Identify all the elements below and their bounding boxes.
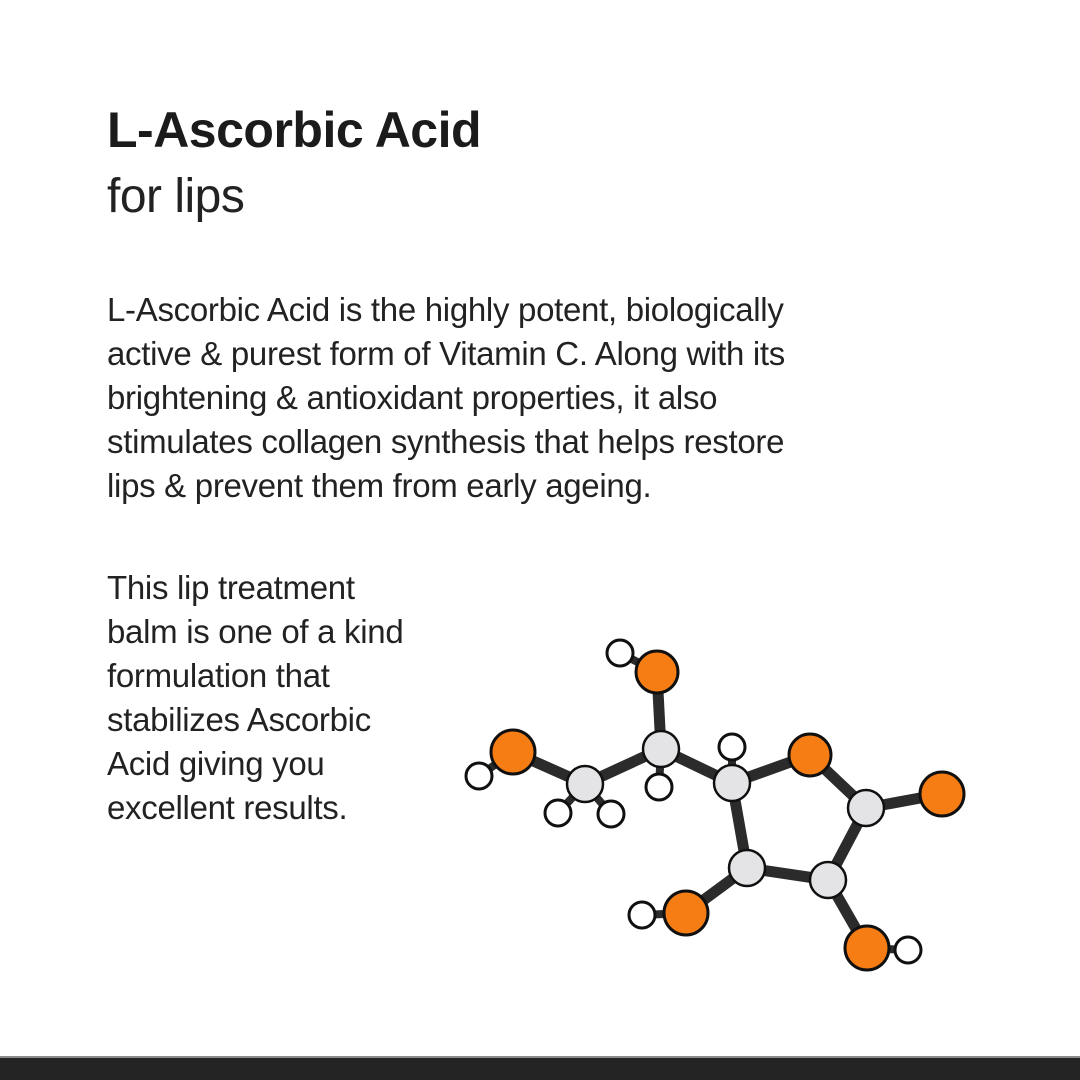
- description-paragraph: [107, 288, 785, 508]
- detail-line: Acid giving you: [107, 745, 325, 782]
- bond-C5-O5: [686, 868, 747, 913]
- footer-bar: [0, 1056, 1080, 1080]
- hydrogen-atom: [607, 640, 633, 666]
- description-line: lips & prevent them from early ageing.: [107, 467, 652, 504]
- bond-O6-H8: [867, 948, 908, 950]
- bond-C2-O2: [513, 752, 585, 784]
- bond-O3-C4: [810, 755, 866, 808]
- detail-line: This lip treatment: [107, 569, 355, 606]
- bond-C3-O3: [732, 755, 810, 783]
- bond-O2-H3: [479, 752, 513, 776]
- description-line: stimulates collagen synthesis that helps restore: [107, 423, 785, 460]
- carbon-atom: [848, 790, 884, 826]
- carbon-atom: [729, 850, 765, 886]
- oxygen-atom: [920, 772, 964, 816]
- carbon-atom: [567, 766, 603, 802]
- bond-C2-H5: [585, 784, 611, 814]
- hydrogen-atom: [895, 937, 921, 963]
- bond-C4-O4: [866, 794, 942, 808]
- hydrogen-atom: [629, 902, 655, 928]
- bond-C1-H2: [659, 749, 661, 787]
- hydrogen-atom: [598, 801, 624, 827]
- page-subtitle: for lips: [107, 170, 245, 223]
- detail-line: balm is one of a kind: [107, 613, 404, 650]
- carbon-atom: [643, 731, 679, 767]
- oxygen-atom: [636, 651, 678, 693]
- description-line: brightening & antioxidant properties, it also: [107, 379, 718, 416]
- description-line: L-Ascorbic Acid is the highly potent, biologically: [107, 291, 784, 328]
- hydrogen-atom: [466, 763, 492, 789]
- bond-C2-H4: [558, 784, 585, 813]
- bond-H1-O1: [620, 653, 657, 672]
- carbon-atom: [810, 862, 846, 898]
- detail-paragraph: [107, 566, 403, 830]
- detail-line: excellent results.: [107, 789, 348, 826]
- bond-C1-C2: [585, 749, 661, 784]
- hydrogen-atom: [545, 800, 571, 826]
- oxygen-atom: [845, 926, 889, 970]
- hydrogen-atom: [719, 734, 745, 760]
- oxygen-atom: [491, 730, 535, 774]
- carbon-atom: [714, 765, 750, 801]
- page-title: L-Ascorbic Acid: [107, 102, 482, 158]
- hydrogen-atom: [646, 774, 672, 800]
- bond-C6-O6: [828, 880, 867, 948]
- bond-C6-C4: [828, 808, 866, 880]
- bond-O1-C1: [657, 672, 661, 749]
- oxygen-atom: [664, 891, 708, 935]
- header: [107, 100, 481, 226]
- oxygen-atom: [789, 734, 831, 776]
- detail-line: stabilizes Ascorbic: [107, 701, 371, 738]
- description-line: active & purest form of Vitamin C. Along with its: [107, 335, 785, 372]
- bond-C5-C6: [747, 868, 828, 880]
- bond-O5-H7: [642, 913, 686, 915]
- bond-C1-C3: [661, 749, 732, 783]
- detail-line: formulation that: [107, 657, 330, 694]
- bond-C3-C5: [732, 783, 747, 868]
